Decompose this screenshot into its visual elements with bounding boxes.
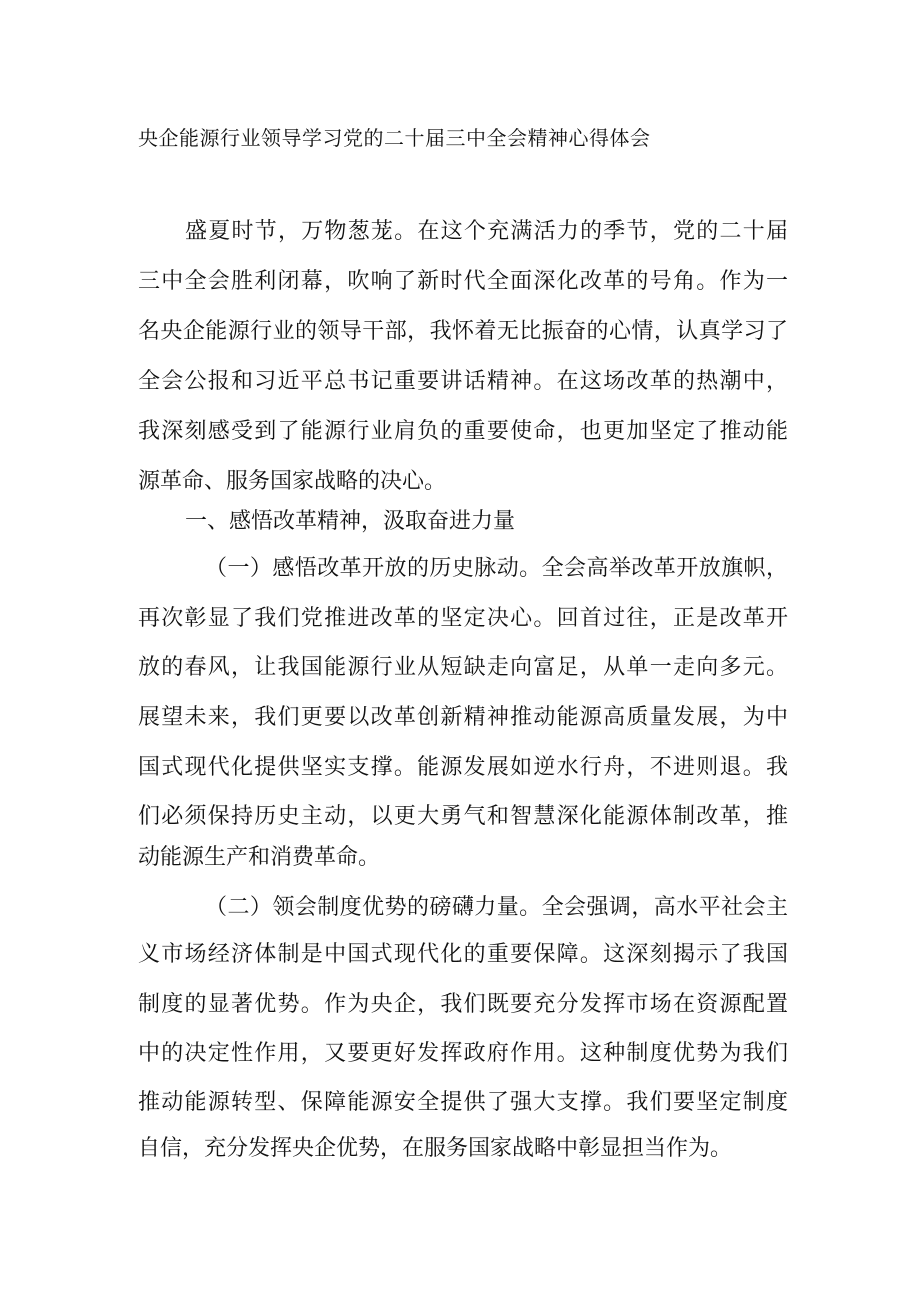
paragraph-2-line-3: 放的春风，让我国能源行业从短缺走向富足，从单一走向多元。 — [138, 655, 788, 680]
paragraph-2-line-2: 再次彰显了我们党推进改革的坚定决心。回首过往，正是改革开 — [138, 606, 788, 631]
paragraph-1-line-5: 我深刻感受到了能源行业肩负的重要使命，也更加坚定了推动能 — [138, 419, 788, 444]
paragraph-1-line-4: 全会公报和习近平总书记重要讲话精神。在这场改革的热潮中， — [138, 369, 788, 394]
paragraph-3-line-4: 中的决定性作用，又要更好发挥政府作用。这种制度优势为我们 — [138, 1041, 788, 1066]
paragraph-1-line-1: 盛夏时节，万物葱茏。在这个充满活力的季节，党的二十届 — [185, 219, 788, 244]
paragraph-2-line-6: 们必须保持历史主动，以更大勇气和智慧深化能源体制改革，推 — [138, 804, 788, 829]
paragraph-2-line-4: 展望未来，我们更要以改革创新精神推动能源高质量发展，为中 — [138, 705, 788, 730]
paragraph-1-line-2: 三中全会胜利闭幕，吹响了新时代全面深化改革的号角。作为一 — [138, 269, 788, 294]
paragraph-2-line-7: 动能源生产和消费革命。 — [138, 845, 381, 870]
paragraph-2-line-1: （一）感悟改革开放的历史脉动。全会高举改革开放旗帜， — [205, 556, 788, 581]
paragraph-3-line-6: 自信，充分发挥央企优势，在服务国家战略中彰显担当作为。 — [138, 1136, 733, 1161]
paragraph-3-line-2: 义市场经济体制是中国式现代化的重要保障。这深刻揭示了我国 — [138, 942, 788, 967]
paragraph-3-line-1: （二）领会制度优势的磅礴力量。全会强调，高水平社会主 — [205, 895, 788, 920]
paragraph-1-line-3: 名央企能源行业的领导干部，我怀着无比振奋的心情，认真学习了 — [138, 319, 788, 344]
paragraph-3-line-5: 推动能源转型、保障能源安全提供了强大支撑。我们要坚定制度 — [138, 1090, 788, 1115]
paragraph-3-line-3: 制度的显著优势。作为央企，我们既要充分发挥市场在资源配置 — [138, 992, 788, 1017]
section-heading-1: 一、感悟改革精神，汲取奋进力量 — [185, 509, 516, 534]
paragraph-1-line-6: 源革命、服务国家战略的决心。 — [138, 469, 447, 494]
paragraph-2-line-5: 国式现代化提供坚实支撑。能源发展如逆水行舟，不进则退。我 — [138, 755, 788, 780]
document-title: 央企能源行业领导学习党的二十届三中全会精神心得体会 — [138, 126, 651, 150]
